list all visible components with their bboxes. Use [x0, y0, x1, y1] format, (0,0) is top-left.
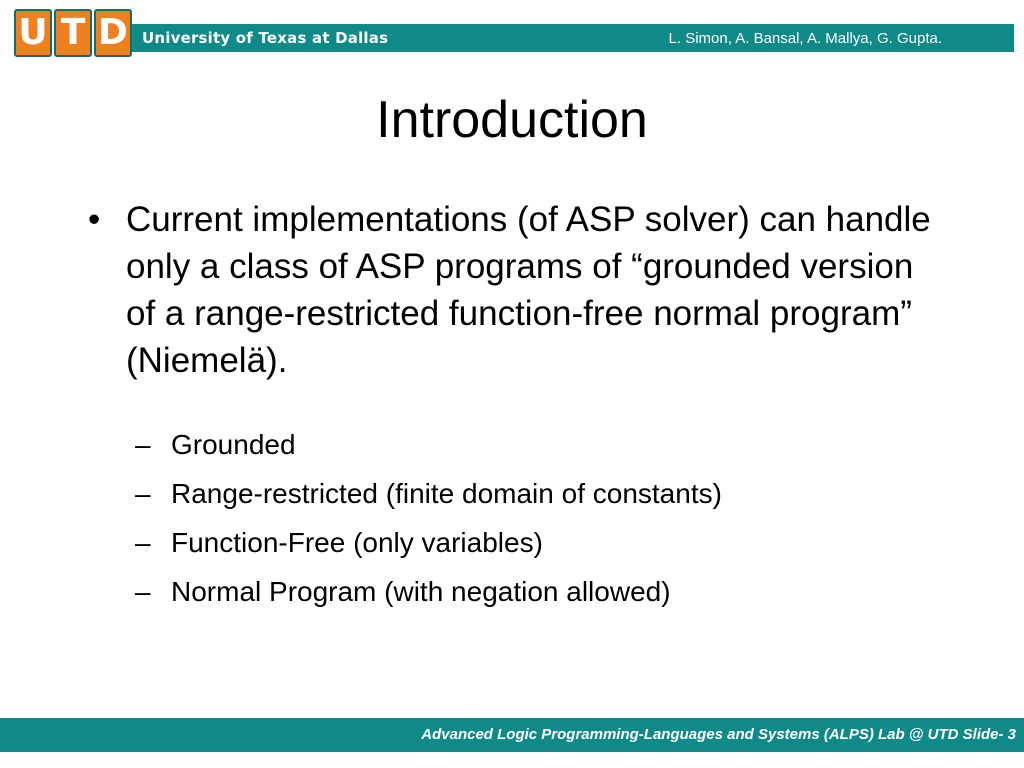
main-bullet [88, 196, 938, 384]
dash-marker: – [135, 527, 151, 558]
footer-text: Advanced Logic Programming-Languages and Systems (ALPS) Lab @ UTD Slide- 3 [421, 726, 1016, 743]
sub-bullet-item [135, 518, 955, 567]
sub-bullet-list [135, 420, 955, 616]
sub-bullet-item [135, 567, 955, 616]
header-bar [110, 24, 1014, 52]
bullet-marker: • [88, 200, 101, 239]
author-list: L. Simon, A. Bansal, A. Mallya, G. Gupta. [668, 30, 942, 47]
sub-bullet-text: Grounded [171, 429, 296, 460]
sub-bullet-text: Range-restricted (finite domain of constants) [171, 478, 722, 509]
logo-letter-d: D [94, 9, 132, 57]
institution-name: University of Texas at Dallas [142, 29, 389, 47]
logo-letter-u: U [14, 9, 52, 57]
dash-marker: – [135, 576, 151, 607]
sub-bullet-text: Normal Program (with negation allowed) [171, 576, 671, 607]
sub-bullet-item [135, 420, 955, 469]
sub-bullet-text: Function-Free (only variables) [171, 527, 543, 558]
dash-marker: – [135, 429, 151, 460]
sub-bullet-item [135, 469, 955, 518]
logo-letter-t: T [54, 9, 92, 57]
main-bullet-text: Current implementations (of ASP solver) can handle only a class of ASP programs of “grounded version of a range-restricted function-free normal program” (Niemelä). [126, 200, 931, 380]
utd-logo [14, 9, 138, 61]
slide-title: Introduction [376, 91, 648, 149]
footer-bar [0, 718, 1024, 752]
dash-marker: – [135, 478, 151, 509]
